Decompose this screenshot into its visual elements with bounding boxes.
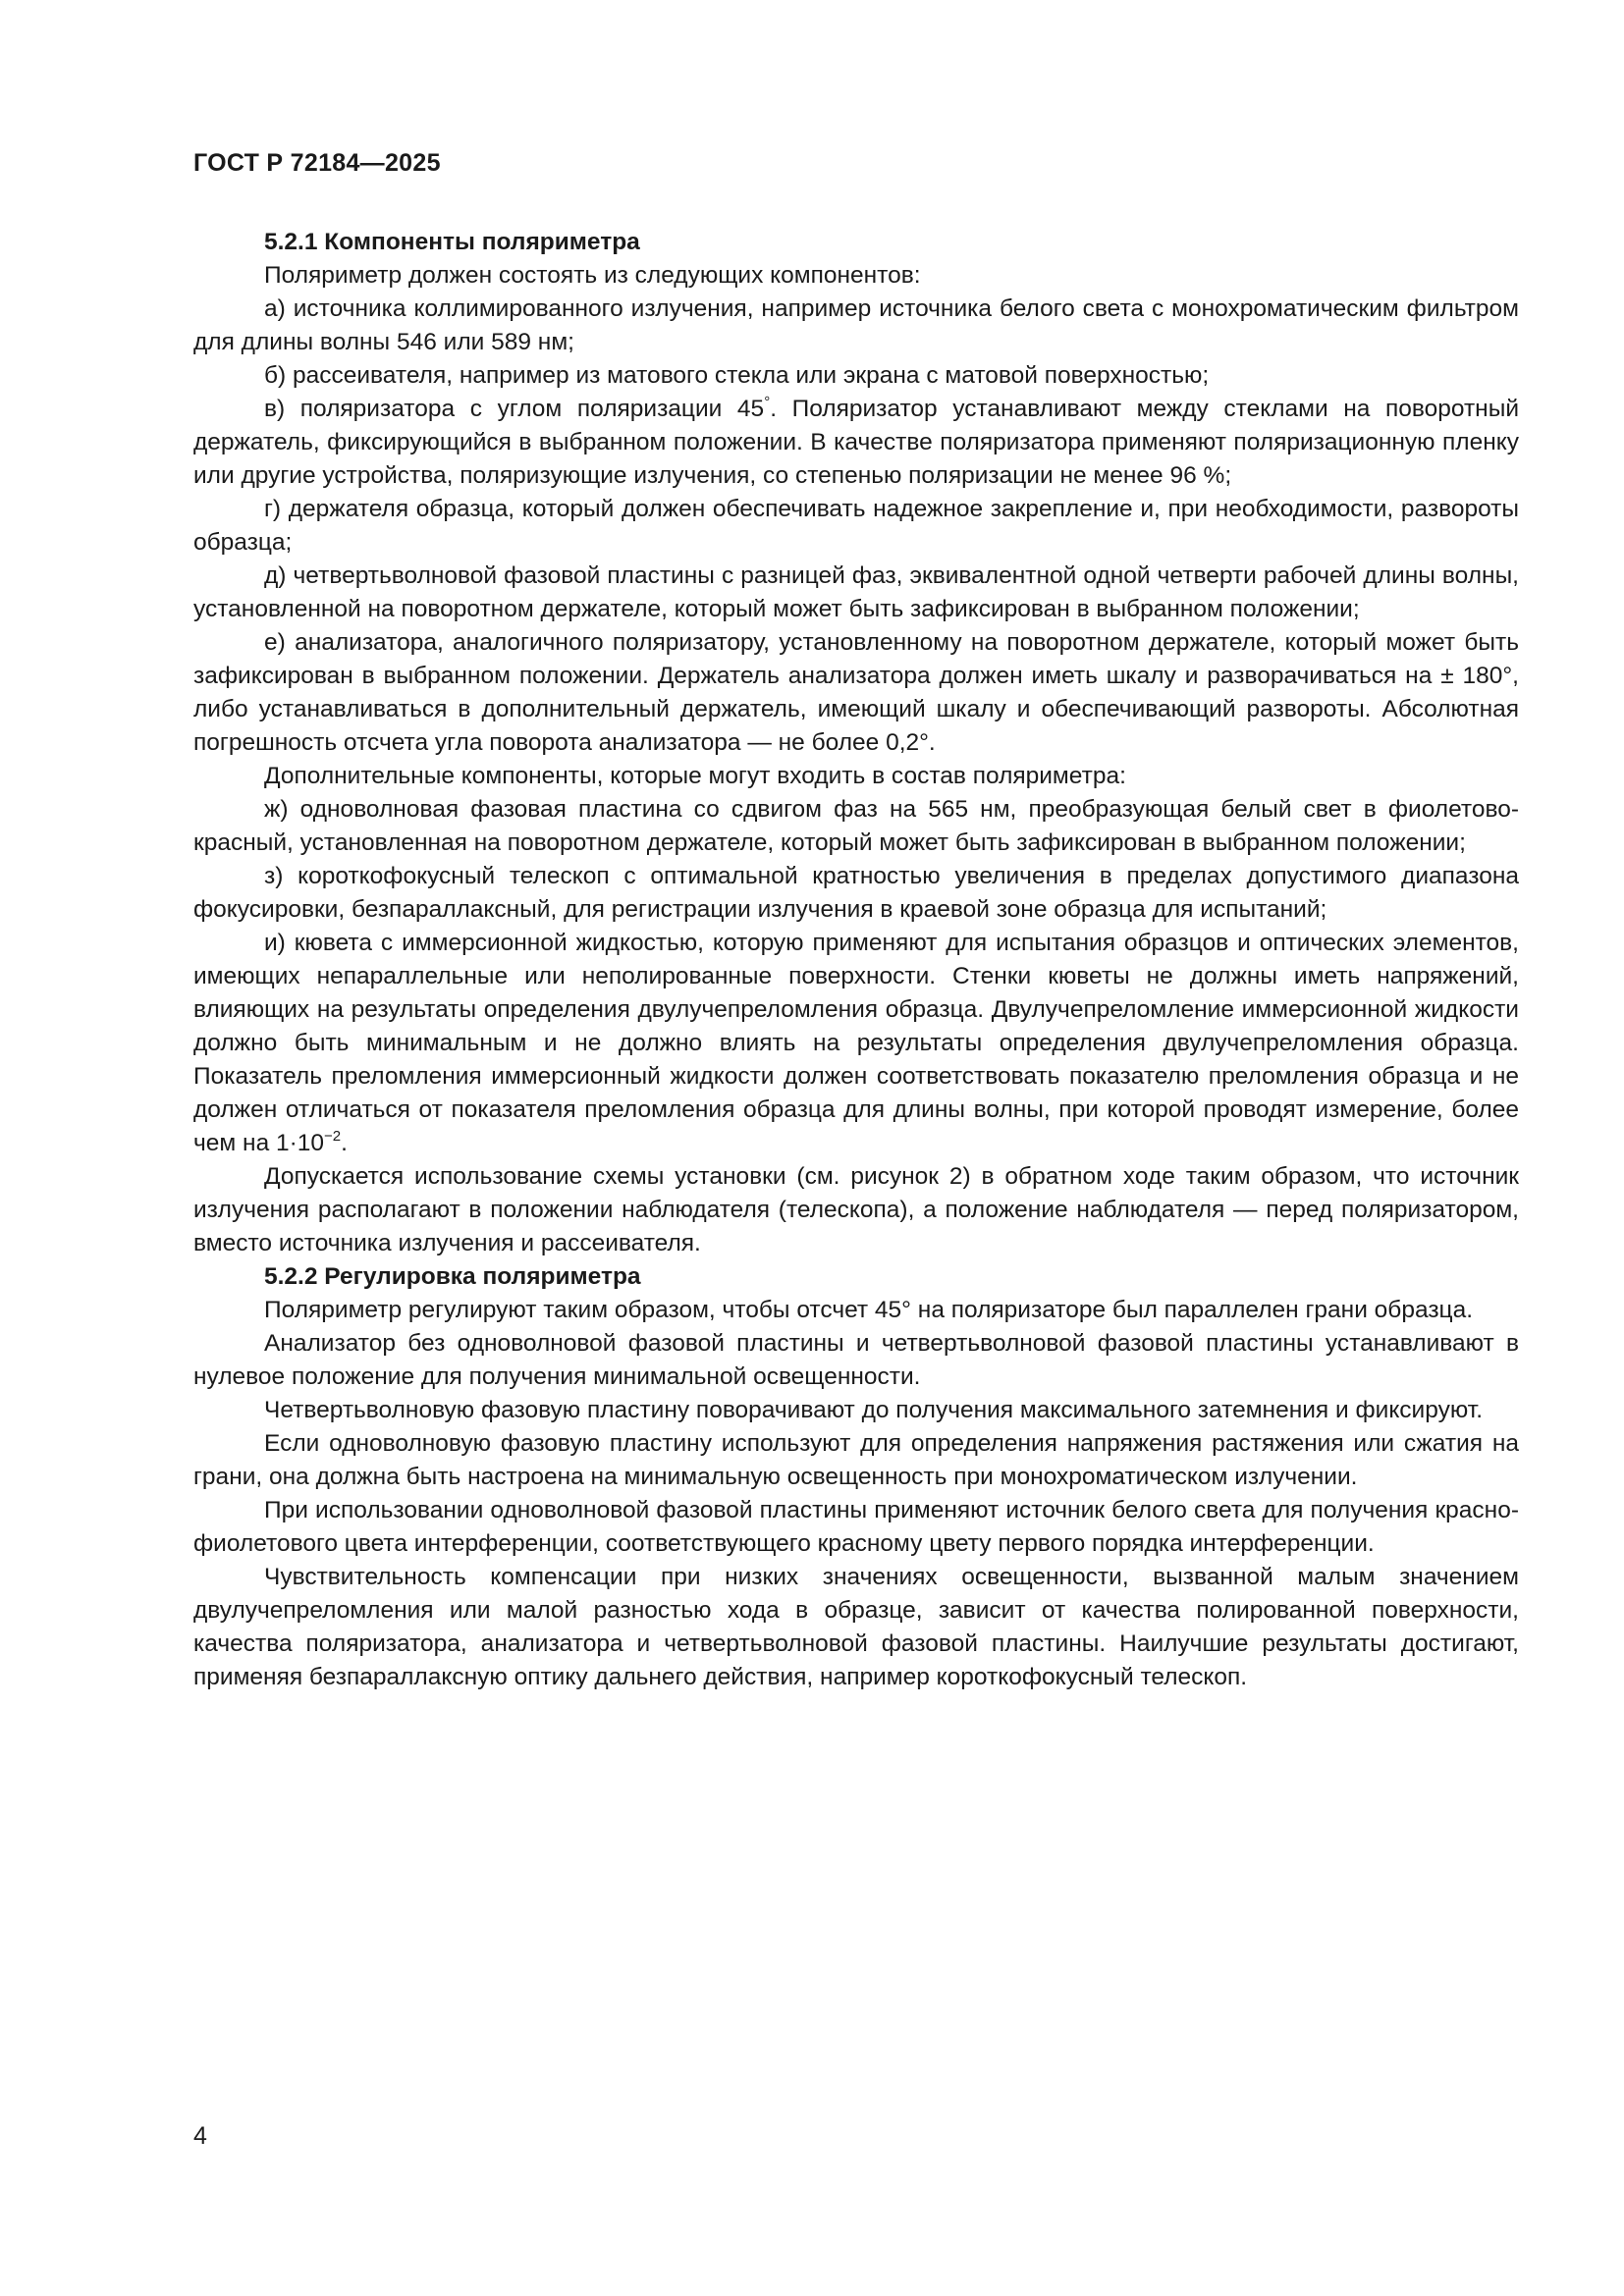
list-item-i-text: и) кювета с иммерсионной жидкостью, которую применяют для испытания образцов и оптических элементов, имеющих непараллельные или неполированные поверхности. Стенки кюветы не должны иметь напряжений, влияющих на результаты определения двулучепреломления образца. Двулучепреломление иммерсионной жидкости должно быть минимальным и не должно влиять на результаты определения двулучепреломления образца. Показатель преломления иммерсионный жидкости должен соответствовать показателю преломления образца и не должен отличаться от показателя преломления образца для длины волны, при которой проводят измерение, более чем на 1·10	[193, 930, 1519, 1156]
paragraph: Допускается использование схемы установки (см. рисунок 2) в обратном ходе таким образом, что источник излучения располагают в положении наблюдателя (телескопа), а положение наблюдателя — перед поляризатором, вместо источника излучения и рассеивателя.	[193, 1163, 1519, 1256]
list-item-v-text-rest: . Поляризатор устанавливают между стеклами на поворотный держатель, фиксирующийся в выбранном положении. В качестве поляризатора применяют поляризационную пленку или другие устройства, поляризующие излучения, со степенью поляризации не менее 96 %;	[193, 396, 1520, 489]
section-heading-5-2-1: 5.2.1 Компоненты поляриметра	[264, 229, 640, 255]
list-item-z: з) короткофокусный телескоп с оптимальной кратностью увеличения в пределах допустимого диапазона фокусировки, безпараллаксный, для регистрации излучения в краевой зоне образца для испытаний;	[193, 863, 1519, 923]
list-item-zh: ж) одноволновая фазовая пластина со сдвигом фаз на 565 нм, преобразующая белый свет в фиолетово-красный, установленная на поворотном держателе, который может быть зафиксирован в выбранном положении;	[193, 796, 1519, 856]
exponent: −2	[324, 1128, 342, 1145]
paragraph: Четвертьволновую фазовую пластину поворачивают до получения максимального затемнения и фиксируют.	[264, 1397, 1483, 1423]
page-body	[193, 226, 1519, 1694]
list-item-v-text: в) поляризатора с углом поляризации 45	[264, 396, 765, 422]
list-item-d: д) четвертьволновой фазовой пластины с разницей фаз, эквивалентной одной четверти рабочей длины волны, установленной на поворотном держателе, который может быть зафиксирован в выбранном положении;	[193, 562, 1519, 622]
degree-mark: °	[764, 394, 771, 410]
section-heading-5-2-2: 5.2.2 Регулировка поляриметра	[264, 1263, 641, 1290]
paragraph: При использовании одноволновой фазовой пластины применяют источник белого света для получения красно-фиолетового цвета интерференции, соответствующего красному цвету первого порядка интерференции.	[193, 1497, 1519, 1557]
paragraph: Анализатор без одноволновой фазовой пластины и четвертьволновой фазовой пластины устанавливают в нулевое положение для получения минимальной освещенности.	[193, 1330, 1519, 1390]
list-item-a: а) источника коллимированного излучения, например источника белого света с монохроматическим фильтром для длины волны 546 или 589 нм;	[193, 295, 1519, 355]
list-item-i-end: .	[341, 1130, 348, 1156]
document-header: ГОСТ Р 72184—2025	[193, 149, 441, 177]
paragraph: Если одноволновую фазовую пластину используют для определения напряжения растяжения или сжатия на грани, она должна быть настроена на минимальную освещенность при монохроматическом излучении.	[193, 1430, 1519, 1490]
list-item-g: г) держателя образца, который должен обеспечивать надежное закрепление и, при необходимости, развороты образца;	[193, 496, 1519, 556]
page-number: 4	[193, 2122, 207, 2150]
paragraph: Чувствительность компенсации при низких значениях освещенности, вызванной малым значением двулучепреломления или малой разностью хода в образце, зависит от качества полированной поверхности, качества поляризатора, анализатора и четвертьволновой фазовой пластины. Наилучшие результаты достигают, применяя безпараллаксную оптику дальнего действия, например короткофокусный телескоп.	[193, 1564, 1519, 1690]
list-item-v	[193, 393, 1519, 493]
paragraph: Поляриметр регулируют таким образом, чтобы отсчет 45° на поляризаторе был параллелен грани образца.	[264, 1297, 1474, 1323]
list-item-i	[193, 927, 1519, 1160]
list-item-b: б) рассеивателя, например из матового стекла или экрана с матовой поверхностью;	[264, 362, 1210, 389]
list-item-e: е) анализатора, аналогичного поляризатору, установленному на поворотном держателе, который может быть зафиксирован в выбранном положении. Держатель анализатора должен иметь шкалу и разворачиваться на ± 180°, либо устанавливаться в дополнительный держатель, имеющий шкалу и обеспечивающий развороты. Абсолютная погрешность отсчета угла поворота анализатора — не более 0,2°.	[193, 629, 1519, 756]
paragraph: Поляриметр должен состоять из следующих компонентов:	[264, 262, 921, 289]
paragraph: Дополнительные компоненты, которые могут входить в состав поляриметра:	[264, 763, 1126, 789]
